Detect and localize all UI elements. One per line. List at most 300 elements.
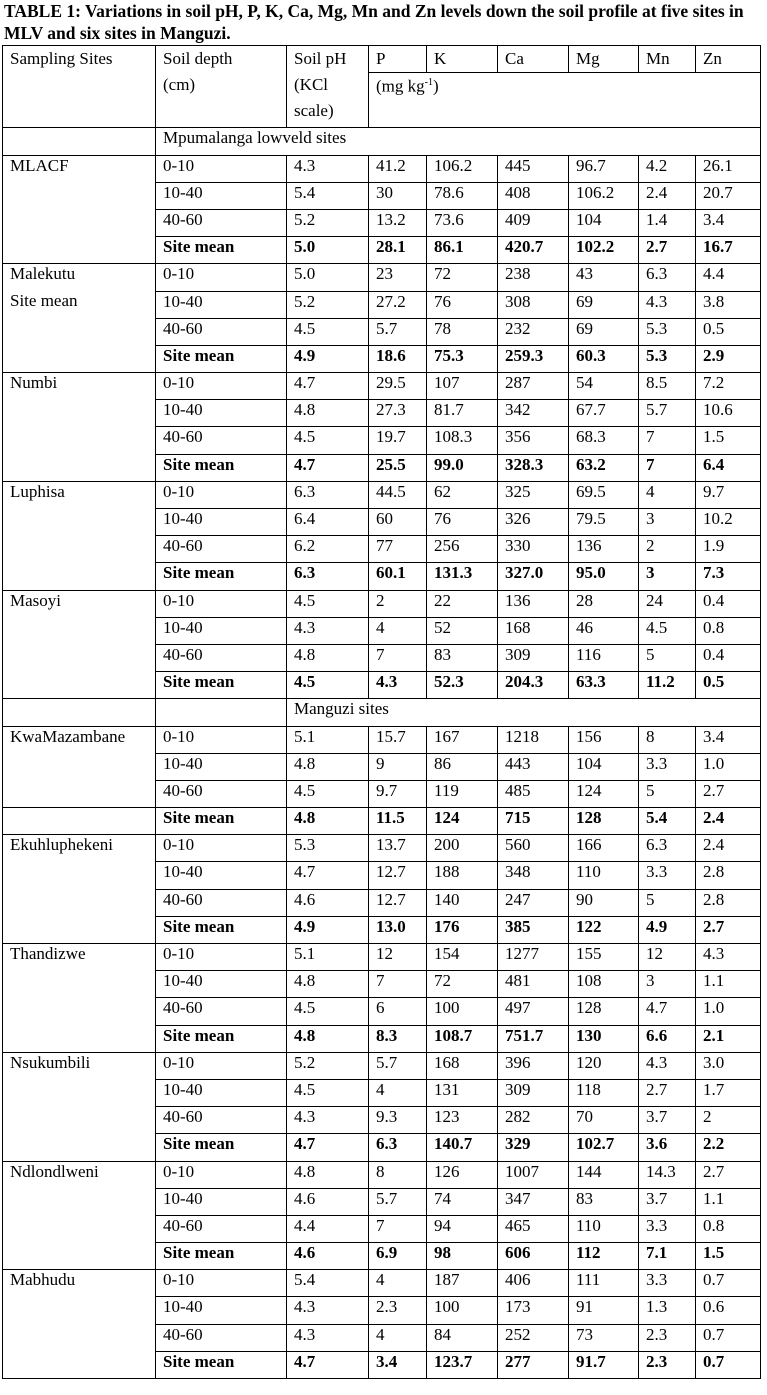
site-name-extra: Site mean	[10, 291, 78, 311]
cell-k: 52	[427, 617, 498, 644]
cell-zn: 0.8	[696, 617, 761, 644]
site-mean-row	[3, 808, 761, 835]
cell-depth: 10-40	[156, 1297, 287, 1324]
cell-mg: 111	[569, 1270, 639, 1297]
cell-depth: 0-10	[156, 944, 287, 971]
cell-ph: 4.7	[287, 1351, 369, 1378]
cell-p: 2.3	[369, 1297, 427, 1324]
cell-p: 6.3	[369, 1134, 427, 1161]
cell-zn: 1.5	[696, 427, 761, 454]
cell-ca: 347	[498, 1188, 569, 1215]
cell-depth: 0-10	[156, 155, 287, 182]
cell-k: 154	[427, 944, 498, 971]
cell-mg: 70	[569, 1107, 639, 1134]
cell-mg: 68.3	[569, 427, 639, 454]
cell-zn: 4.4	[696, 264, 761, 291]
cell-p: 7	[369, 644, 427, 671]
cell-zn: 10.6	[696, 400, 761, 427]
table-row	[3, 1161, 761, 1188]
cell-p: 12.7	[369, 862, 427, 889]
cell-ca: 443	[498, 753, 569, 780]
cell-ca: 136	[498, 590, 569, 617]
header-unit-spacer	[369, 100, 761, 128]
cell-p: 18.6	[369, 345, 427, 372]
cell-ca: 232	[498, 318, 569, 345]
cell-p: 12.7	[369, 889, 427, 916]
header-sampling-sites: Sampling Sites	[3, 46, 156, 128]
site-name-text: KwaMazambane	[10, 726, 126, 746]
cell-k: 99.0	[427, 454, 498, 481]
cell-ca: 308	[498, 291, 569, 318]
cell-k: 119	[427, 780, 498, 807]
cell-depth: 40-60	[156, 427, 287, 454]
cell-k: 72	[427, 264, 498, 291]
soil-data-table	[2, 45, 761, 1379]
cell-mn: 3.3	[639, 1270, 696, 1297]
cell-mn: 11.2	[639, 672, 696, 699]
cell-zn: 2.9	[696, 345, 761, 372]
cell-depth: Site mean	[156, 454, 287, 481]
cell-ca: 408	[498, 182, 569, 209]
region-blank	[3, 699, 156, 726]
cell-ph: 6.3	[287, 563, 369, 590]
cell-depth: Site mean	[156, 1134, 287, 1161]
cell-p: 13.0	[369, 916, 427, 943]
cell-mn: 4.3	[639, 1052, 696, 1079]
cell-k: 83	[427, 644, 498, 671]
cell-mn: 1.3	[639, 1297, 696, 1324]
cell-k: 84	[427, 1324, 498, 1351]
cell-depth: 0-10	[156, 481, 287, 508]
cell-k: 140	[427, 889, 498, 916]
cell-mg: 110	[569, 1215, 639, 1242]
cell-p: 4	[369, 1079, 427, 1106]
cell-depth: 40-60	[156, 998, 287, 1025]
region-blank	[156, 699, 287, 726]
cell-ca: 409	[498, 209, 569, 236]
cell-mg: 54	[569, 373, 639, 400]
cell-ph: 4.6	[287, 889, 369, 916]
table-row	[3, 726, 761, 753]
cell-ca: 309	[498, 1079, 569, 1106]
cell-k: 72	[427, 971, 498, 998]
cell-mn: 7	[639, 427, 696, 454]
cell-mg: 95.0	[569, 563, 639, 590]
cell-mg: 69	[569, 318, 639, 345]
cell-ph: 4.5	[287, 318, 369, 345]
cell-ph: 5.0	[287, 264, 369, 291]
cell-mg: 144	[569, 1161, 639, 1188]
cell-mn: 3.3	[639, 753, 696, 780]
cell-depth: 0-10	[156, 1161, 287, 1188]
cell-mn: 2.7	[639, 1079, 696, 1106]
cell-zn: 3.0	[696, 1052, 761, 1079]
cell-mn: 3.3	[639, 1215, 696, 1242]
cell-p: 44.5	[369, 481, 427, 508]
site-name-text: Ndlondlweni	[10, 1161, 99, 1181]
cell-zn: 1.5	[696, 1243, 761, 1270]
cell-depth: 10-40	[156, 1079, 287, 1106]
cell-ph: 4.8	[287, 1025, 369, 1052]
cell-zn: 2	[696, 1107, 761, 1134]
cell-depth: 40-60	[156, 1215, 287, 1242]
region-label: Mpumalanga lowveld sites	[156, 128, 761, 155]
cell-ph: 4.5	[287, 998, 369, 1025]
site-name-text: Masoyi	[10, 590, 61, 610]
cell-mg: 69	[569, 291, 639, 318]
cell-ca: 238	[498, 264, 569, 291]
cell-ca: 325	[498, 481, 569, 508]
cell-k: 106.2	[427, 155, 498, 182]
cell-depth: 0-10	[156, 726, 287, 753]
cell-k: 126	[427, 1161, 498, 1188]
cell-mn: 6.6	[639, 1025, 696, 1052]
site-name	[3, 1052, 156, 1161]
cell-depth: 40-60	[156, 536, 287, 563]
cell-p: 3.4	[369, 1351, 427, 1378]
cell-ca: 259.3	[498, 345, 569, 372]
cell-ph: 4.8	[287, 753, 369, 780]
region-label: Manguzi sites	[287, 699, 761, 726]
cell-mg: 28	[569, 590, 639, 617]
cell-p: 9	[369, 753, 427, 780]
cell-depth: 40-60	[156, 780, 287, 807]
cell-p: 13.2	[369, 209, 427, 236]
cell-ca: 327.0	[498, 563, 569, 590]
site-name-text: Numbi	[10, 373, 58, 393]
cell-depth: Site mean	[156, 672, 287, 699]
cell-ph: 5.4	[287, 1270, 369, 1297]
cell-ca: 277	[498, 1351, 569, 1378]
cell-zn: 0.4	[696, 644, 761, 671]
cell-zn: 1.0	[696, 998, 761, 1025]
cell-mn: 5	[639, 889, 696, 916]
cell-ca: 485	[498, 780, 569, 807]
cell-mn: 3	[639, 509, 696, 536]
cell-depth: 10-40	[156, 509, 287, 536]
cell-p: 9.3	[369, 1107, 427, 1134]
cell-ca: 342	[498, 400, 569, 427]
cell-ph: 4.8	[287, 971, 369, 998]
cell-ca: 168	[498, 617, 569, 644]
cell-k: 131.3	[427, 563, 498, 590]
cell-zn: 1.0	[696, 753, 761, 780]
cell-zn: 3.4	[696, 726, 761, 753]
cell-zn: 1.1	[696, 971, 761, 998]
cell-zn: 16.7	[696, 237, 761, 264]
cell-mg: 122	[569, 916, 639, 943]
cell-p: 27.2	[369, 291, 427, 318]
cell-depth: 40-60	[156, 318, 287, 345]
cell-zn: 2.8	[696, 862, 761, 889]
cell-zn: 3.4	[696, 209, 761, 236]
cell-depth: Site mean	[156, 1351, 287, 1378]
cell-zn: 2.1	[696, 1025, 761, 1052]
cell-depth: 10-40	[156, 971, 287, 998]
cell-zn: 7.3	[696, 563, 761, 590]
cell-ph: 4.3	[287, 155, 369, 182]
cell-ca: 247	[498, 889, 569, 916]
cell-p: 7	[369, 1215, 427, 1242]
cell-ph: 4.3	[287, 617, 369, 644]
cell-ph: 4.7	[287, 862, 369, 889]
cell-k: 123	[427, 1107, 498, 1134]
cell-k: 187	[427, 1270, 498, 1297]
cell-mn: 2.3	[639, 1324, 696, 1351]
cell-k: 108.3	[427, 427, 498, 454]
cell-ca: 560	[498, 835, 569, 862]
site-name	[3, 264, 156, 373]
cell-mg: 108	[569, 971, 639, 998]
cell-mn: 4.7	[639, 998, 696, 1025]
cell-mn: 5.7	[639, 400, 696, 427]
region-row	[3, 699, 761, 726]
cell-mn: 4	[639, 481, 696, 508]
cell-zn: 1.1	[696, 1188, 761, 1215]
cell-mg: 90	[569, 889, 639, 916]
cell-p: 4.3	[369, 672, 427, 699]
cell-p: 15.7	[369, 726, 427, 753]
cell-mg: 106.2	[569, 182, 639, 209]
cell-mn: 7.1	[639, 1243, 696, 1270]
cell-ca: 348	[498, 862, 569, 889]
cell-mn: 5	[639, 780, 696, 807]
cell-p: 19.7	[369, 427, 427, 454]
cell-k: 81.7	[427, 400, 498, 427]
cell-depth: 10-40	[156, 862, 287, 889]
cell-p: 7	[369, 971, 427, 998]
cell-mn: 4.9	[639, 916, 696, 943]
unit-main: (mg kg	[376, 76, 425, 96]
cell-p: 4	[369, 617, 427, 644]
site-name-text: Nsukumbili	[10, 1052, 91, 1072]
site-name	[3, 835, 156, 944]
cell-depth: 10-40	[156, 182, 287, 209]
cell-k: 98	[427, 1243, 498, 1270]
cell-ca: 204.3	[498, 672, 569, 699]
cell-mn: 3	[639, 971, 696, 998]
cell-depth: Site mean	[156, 237, 287, 264]
cell-k: 100	[427, 1297, 498, 1324]
cell-mn: 3.3	[639, 862, 696, 889]
site-name-text: Mabhudu	[10, 1270, 76, 1290]
cell-p: 5.7	[369, 1052, 427, 1079]
cell-mg: 69.5	[569, 481, 639, 508]
cell-ph: 4.7	[287, 1134, 369, 1161]
cell-depth: Site mean	[156, 916, 287, 943]
header-mn: Mn	[639, 46, 696, 73]
table-row	[3, 481, 761, 508]
cell-mn: 1.4	[639, 209, 696, 236]
cell-k: 73.6	[427, 209, 498, 236]
cell-ca: 1277	[498, 944, 569, 971]
cell-mg: 128	[569, 808, 639, 835]
cell-ph: 4.8	[287, 1161, 369, 1188]
cell-p: 25.5	[369, 454, 427, 481]
cell-mn: 6.3	[639, 264, 696, 291]
cell-zn: 0.5	[696, 318, 761, 345]
cell-ca: 173	[498, 1297, 569, 1324]
cell-ph: 5.1	[287, 726, 369, 753]
cell-p: 13.7	[369, 835, 427, 862]
cell-mn: 4.3	[639, 291, 696, 318]
cell-p: 11.5	[369, 808, 427, 835]
cell-mn: 8.5	[639, 373, 696, 400]
cell-mg: 118	[569, 1079, 639, 1106]
cell-k: 200	[427, 835, 498, 862]
cell-p: 41.2	[369, 155, 427, 182]
header-mg: Mg	[569, 46, 639, 73]
cell-zn: 2.7	[696, 1161, 761, 1188]
header-k: K	[427, 46, 498, 73]
cell-depth: Site mean	[156, 1025, 287, 1052]
cell-p: 9.7	[369, 780, 427, 807]
header-soil-depth: Soil depth (cm)	[156, 46, 287, 128]
cell-ca: 445	[498, 155, 569, 182]
cell-zn: 1.7	[696, 1079, 761, 1106]
cell-mg: 128	[569, 998, 639, 1025]
cell-mn: 4.2	[639, 155, 696, 182]
cell-ph: 5.2	[287, 209, 369, 236]
region-blank	[3, 128, 156, 155]
cell-ph: 4.3	[287, 1297, 369, 1324]
cell-mg: 79.5	[569, 509, 639, 536]
cell-ca: 282	[498, 1107, 569, 1134]
cell-ca: 481	[498, 971, 569, 998]
cell-mg: 102.2	[569, 237, 639, 264]
site-name	[3, 1270, 156, 1379]
cell-ca: 309	[498, 644, 569, 671]
cell-p: 77	[369, 536, 427, 563]
cell-ph: 4.4	[287, 1215, 369, 1242]
site-name-text: MLACF	[10, 155, 69, 175]
cell-depth: 0-10	[156, 590, 287, 617]
cell-mn: 2.7	[639, 237, 696, 264]
cell-ca: 287	[498, 373, 569, 400]
cell-zn: 6.4	[696, 454, 761, 481]
cell-mg: 110	[569, 862, 639, 889]
cell-mg: 102.7	[569, 1134, 639, 1161]
cell-mg: 136	[569, 536, 639, 563]
cell-mn: 14.3	[639, 1161, 696, 1188]
cell-mg: 124	[569, 780, 639, 807]
cell-depth: 40-60	[156, 1107, 287, 1134]
cell-zn: 2.7	[696, 916, 761, 943]
header-p: P	[369, 46, 427, 73]
cell-depth: 40-60	[156, 889, 287, 916]
cell-ph: 4.5	[287, 780, 369, 807]
cell-k: 62	[427, 481, 498, 508]
cell-depth: 40-60	[156, 644, 287, 671]
cell-k: 86.1	[427, 237, 498, 264]
cell-k: 78	[427, 318, 498, 345]
cell-depth: 10-40	[156, 400, 287, 427]
table-row	[3, 835, 761, 862]
cell-mn: 3	[639, 563, 696, 590]
cell-ca: 406	[498, 1270, 569, 1297]
cell-mg: 120	[569, 1052, 639, 1079]
cell-ca: 329	[498, 1134, 569, 1161]
cell-ph: 5.2	[287, 1052, 369, 1079]
cell-zn: 2.4	[696, 808, 761, 835]
cell-zn: 7.2	[696, 373, 761, 400]
cell-ph: 5.4	[287, 182, 369, 209]
cell-depth: 40-60	[156, 1324, 287, 1351]
cell-mn: 6.3	[639, 835, 696, 862]
cell-depth: 10-40	[156, 753, 287, 780]
cell-mg: 63.2	[569, 454, 639, 481]
table-row	[3, 1270, 761, 1297]
cell-p: 6.9	[369, 1243, 427, 1270]
site-name	[3, 481, 156, 590]
cell-ph: 4.8	[287, 400, 369, 427]
cell-p: 5.7	[369, 318, 427, 345]
cell-zn: 20.7	[696, 182, 761, 209]
cell-p: 28.1	[369, 237, 427, 264]
cell-k: 108.7	[427, 1025, 498, 1052]
cell-mg: 67.7	[569, 400, 639, 427]
unit-end: )	[432, 76, 439, 96]
cell-zn: 2.7	[696, 780, 761, 807]
cell-ph: 4.3	[287, 1107, 369, 1134]
cell-ph: 4.3	[287, 1324, 369, 1351]
cell-k: 123.7	[427, 1351, 498, 1378]
cell-mn: 3.7	[639, 1107, 696, 1134]
cell-mg: 166	[569, 835, 639, 862]
cell-zn: 3.8	[696, 291, 761, 318]
cell-depth: 0-10	[156, 1052, 287, 1079]
cell-k: 52.3	[427, 672, 498, 699]
cell-p: 23	[369, 264, 427, 291]
cell-mn: 2.4	[639, 182, 696, 209]
cell-k: 22	[427, 590, 498, 617]
header-ca: Ca	[498, 46, 569, 73]
cell-depth: 10-40	[156, 1188, 287, 1215]
cell-k: 75.3	[427, 345, 498, 372]
cell-mg: 46	[569, 617, 639, 644]
cell-mn: 12	[639, 944, 696, 971]
cell-ph: 4.5	[287, 427, 369, 454]
cell-k: 74	[427, 1188, 498, 1215]
header-unit	[369, 73, 761, 100]
table-row	[3, 944, 761, 971]
cell-mn: 5	[639, 644, 696, 671]
cell-p: 5.7	[369, 1188, 427, 1215]
cell-mn: 5.3	[639, 318, 696, 345]
cell-k: 100	[427, 998, 498, 1025]
cell-p: 60	[369, 509, 427, 536]
cell-mn: 3.6	[639, 1134, 696, 1161]
cell-ca: 356	[498, 427, 569, 454]
cell-mg: 63.3	[569, 672, 639, 699]
cell-k: 86	[427, 753, 498, 780]
cell-ph: 4.8	[287, 644, 369, 671]
cell-ca: 606	[498, 1243, 569, 1270]
cell-mn: 24	[639, 590, 696, 617]
cell-zn: 10.2	[696, 509, 761, 536]
cell-zn: 0.8	[696, 1215, 761, 1242]
cell-k: 168	[427, 1052, 498, 1079]
cell-ph: 4.6	[287, 1243, 369, 1270]
cell-mg: 104	[569, 209, 639, 236]
cell-zn: 2.4	[696, 835, 761, 862]
cell-ca: 396	[498, 1052, 569, 1079]
cell-ph: 4.7	[287, 454, 369, 481]
cell-p: 60.1	[369, 563, 427, 590]
header-soil-ph: Soil pH (KCl scale)	[287, 46, 369, 128]
site-name	[3, 1161, 156, 1270]
cell-k: 78.6	[427, 182, 498, 209]
